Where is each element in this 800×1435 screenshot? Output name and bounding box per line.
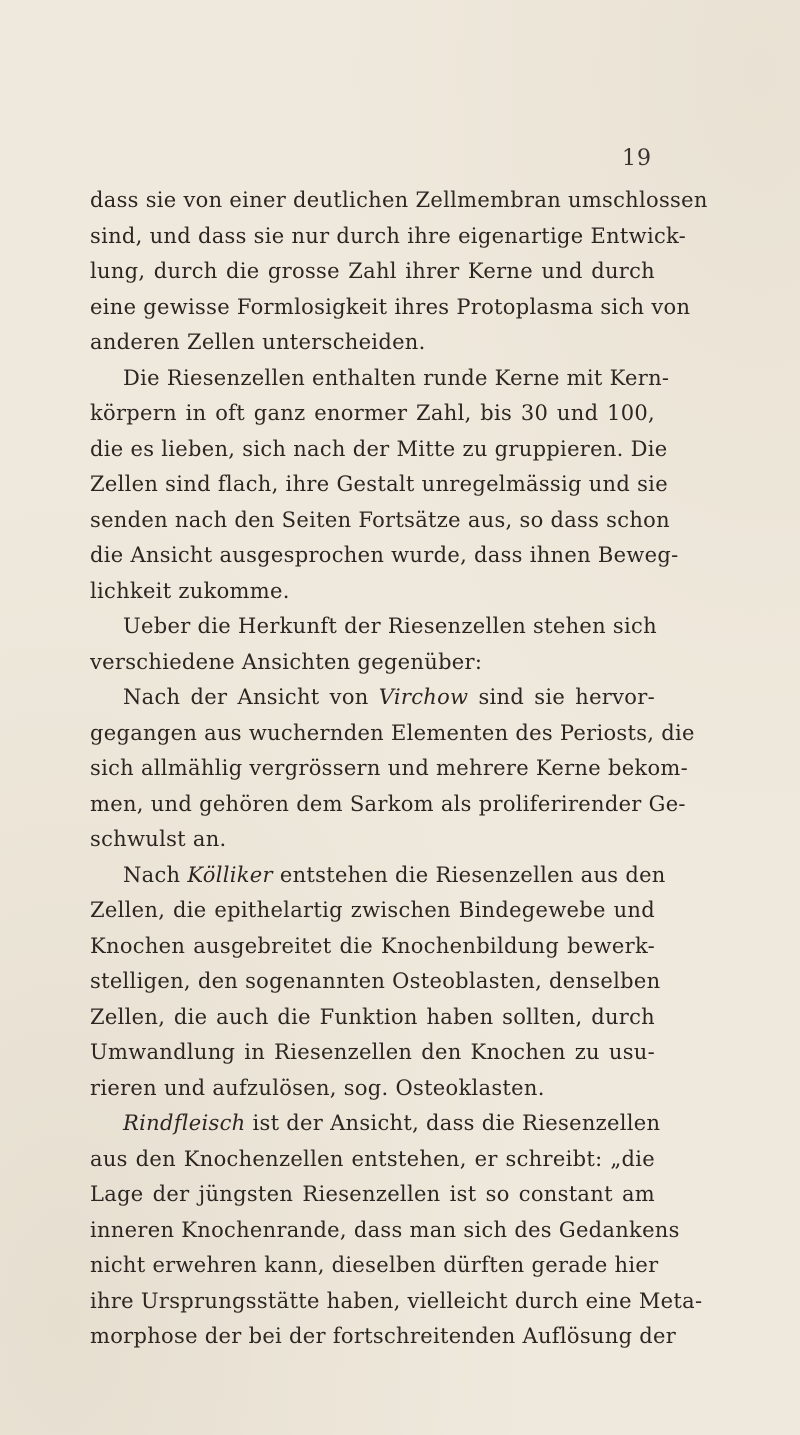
- text-line: Lage der jüngsten Riesenzellen ist so constant am: [90, 1182, 655, 1206]
- page-number: 19: [622, 146, 652, 171]
- text-line: dass sie von einer deutlichen Zellmembran umschlossen: [90, 188, 708, 212]
- text-line: lung, durch die grosse Zahl ihrer Kerne und durch: [90, 259, 655, 283]
- paragraph-start-line: [90, 1106, 661, 1142]
- text-line: stelligen, den sogenannten Osteoblasten, denselben: [90, 969, 661, 993]
- text-line: verschiedene Ansichten gegenüber:: [90, 649, 483, 674]
- text-line: schwulst an.: [90, 827, 227, 851]
- text-line: rieren und aufzulösen, sog. Osteoklasten.: [90, 1075, 545, 1100]
- paragraph-start-line: [90, 858, 666, 894]
- text-line: Knochen ausgebreitet die Knochenbildung bewerk-: [90, 933, 655, 958]
- text-run: sind sie hervor-: [468, 685, 655, 709]
- text-line: anderen Zellen unterscheiden.: [90, 330, 426, 354]
- author-name-koelliker: Kölliker: [187, 862, 273, 887]
- author-name-rindfleisch: Rindfleisch: [123, 1111, 246, 1135]
- body-text: [90, 183, 708, 1355]
- text-line: aus den Knochenzellen entstehen, er schreibt: „die: [90, 1146, 655, 1171]
- text-line: ihre Ursprungsstätte haben, vielleicht durch eine Meta-: [90, 1288, 703, 1313]
- text-line: Zellen, die epithelartig zwischen Bindegewebe und: [90, 898, 655, 922]
- text-run: Nach: [123, 862, 188, 887]
- paragraph-start-line: [90, 680, 655, 716]
- author-name-virchow: Virchow: [378, 685, 469, 709]
- text-line: die Ansicht ausgesprochen wurde, dass ihnen Beweg-: [90, 543, 679, 567]
- text-line: Umwandlung in Riesenzellen den Knochen zu usu-: [90, 1040, 655, 1064]
- text-line: nicht erwehren kann, dieselben dürften gerade hier: [90, 1253, 659, 1277]
- text-line: inneren Knochenrande, dass man sich des Gedankens: [90, 1217, 680, 1242]
- text-run: entstehen die Riesenzellen aus den: [272, 862, 666, 887]
- text-line: men, und gehören dem Sarkom als proliferirender Ge-: [90, 791, 686, 816]
- text-line: lichkeit zukomme.: [90, 578, 290, 603]
- text-line: körpern in oft ganz enormer Zahl, bis 30 und 100,: [90, 401, 655, 425]
- paragraph-start-line: Die Riesenzellen enthalten runde Kerne mit Kern-: [123, 365, 670, 390]
- paragraph-start-line: Ueber die Herkunft der Riesenzellen stehen sich: [123, 614, 657, 638]
- text-line: Zellen, die auch die Funktion haben sollten, durch: [90, 1004, 655, 1029]
- text-line: sich allmählig vergrössern und mehrere Kerne bekom-: [90, 756, 688, 780]
- text-line: morphose der bei der fortschreitenden Auflösung der: [90, 1324, 677, 1348]
- text-line: eine gewisse Formlosigkeit ihres Protoplasma sich von: [90, 294, 691, 319]
- text-line: senden nach den Seiten Fortsätze aus, so dass schon: [90, 507, 670, 532]
- text-line: gegangen aus wuchernden Elementen des Periosts, die: [90, 720, 695, 745]
- text-line: Zellen sind flach, ihre Gestalt unregelmässig und sie: [90, 472, 668, 496]
- text-run: ist der Ansicht, dass die Riesenzellen: [245, 1111, 661, 1135]
- text-run: Nach der Ansicht von: [123, 685, 379, 709]
- text-line: sind, und dass sie nur durch ihre eigenartige Entwick-: [90, 223, 687, 248]
- text-line: die es lieben, sich nach der Mitte zu gruppieren. Die: [90, 436, 668, 461]
